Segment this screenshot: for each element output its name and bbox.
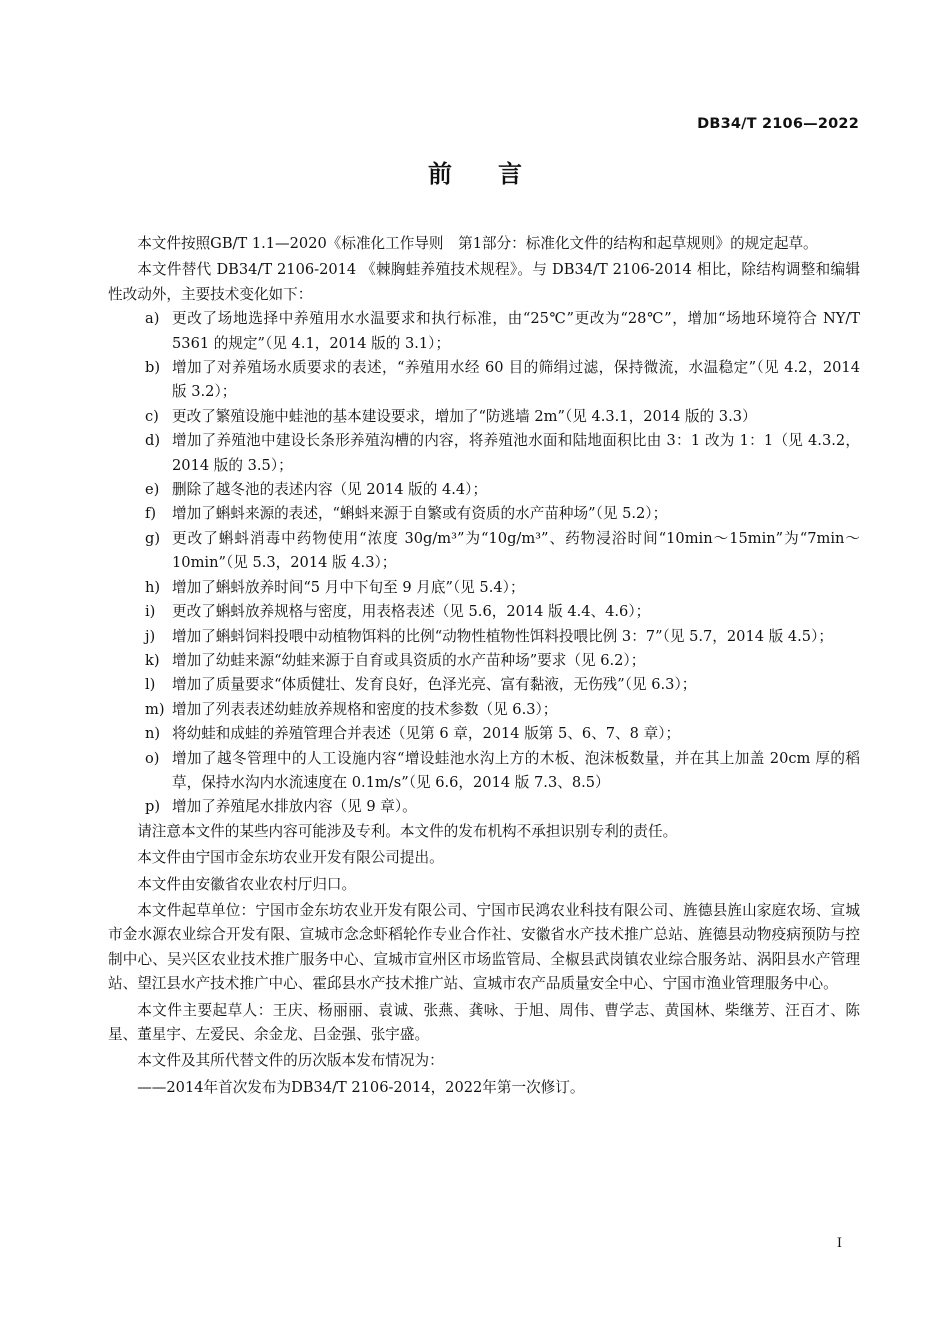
list-item xyxy=(108,307,860,356)
list-item xyxy=(108,795,860,819)
list-item xyxy=(108,649,860,673)
version-history-entry: ——2014年首次发布为DB34/T 2106-2014，2022年第一次修订。 xyxy=(137,1078,585,1096)
proposer-statement: 本文件由宁国市金东坊农业开发有限公司提出。 xyxy=(137,849,444,867)
list-item-text: 更改了蝌蚪放养规格与密度，用表格表述（见 5.6，2014 版 4.4、4.6）； xyxy=(172,603,651,621)
list-item-text: 删除了越冬池的表述内容（见 2014 版的 4.4）； xyxy=(172,481,488,499)
list-item xyxy=(108,527,860,576)
change-list xyxy=(108,307,860,820)
list-marker: i) xyxy=(145,603,156,621)
list-item xyxy=(108,576,860,600)
list-marker: b) xyxy=(145,359,161,377)
page-number: I xyxy=(836,1236,842,1251)
list-marker: j) xyxy=(145,627,156,645)
patent-notice: 请注意本文件的某些内容可能涉及专利。本文件的发布机构不承担识别专利的责任。 xyxy=(137,822,678,840)
list-item-text: 增加了越冬管理中的人工设施内容“增设蛙池水沟上方的木板、泡沫板数量，并在其上加盖 20cm 厚的稻草，保持水沟内水流速度在 0.1m/s”（见 6.6，2014 版 7.3、8.5） xyxy=(172,749,860,791)
list-item-text: 增加了蝌蚪饲料投喂中动植物饵料的比例“动物性植物性饵料投喂比例 3：7”（见 5.7，2014 版 4.5）； xyxy=(172,627,833,645)
list-item-text: 增加了蝌蚪放养时间“5 月中下旬至 9 月底”（见 5.4）； xyxy=(172,578,525,596)
administrator-statement: 本文件由安徽省农业农村厅归口。 xyxy=(137,875,357,893)
list-item-text: 更改了繁殖设施中蛙池的基本建设要求，增加了“防逃墙 2m”（见 4.3.1，2014 版的 3.3） xyxy=(172,407,757,425)
intro-paragraph-2: 本文件替代 DB34/T 2106-2014 《棘胸蛙养殖技术规程》。与 DB34/T 2106-2014 相比，除结构调整和编辑性改动外，主要技术变化如下： xyxy=(108,261,860,303)
list-item xyxy=(108,673,860,697)
version-history-heading: 本文件及其所代替文件的历次版本发布情况为： xyxy=(137,1052,444,1070)
list-item-text: 增加了列表表述幼蛙放养规格和密度的技术参数（见 6.3）； xyxy=(172,700,558,718)
list-item xyxy=(108,429,860,478)
list-item-text: 增加了幼蛙来源“幼蛙来源于自育或具资质的水产苗种场”要求（见 6.2）； xyxy=(172,651,646,669)
list-item xyxy=(108,600,860,624)
list-item xyxy=(108,698,860,722)
list-item-text: 增加了养殖尾水排放内容（见 9 章）。 xyxy=(172,798,417,816)
list-marker: k) xyxy=(145,651,160,669)
list-marker: n) xyxy=(145,725,161,743)
list-marker: c) xyxy=(145,407,159,425)
list-marker: g) xyxy=(145,529,161,547)
list-marker: e) xyxy=(145,481,160,499)
list-marker: o) xyxy=(145,749,160,767)
list-marker: f) xyxy=(145,505,157,523)
drafting-organizations: 本文件起草单位：宁国市金东坊农业开发有限公司、宁国市民鸿农业科技有限公司、旌德县旌山家庭农场、宣城市金水源农业综合开发有限、宣城市念念虾稻轮作专业合作社、安徽省水产技术推广总站、旌德县动物疫病预防与控制中心、吴兴区农业技术推广服务中心、宣城市宣州区市场监管局、全椒县武岗镇农业综合服务站、涡阳县水产管理站、望江县水产技术推广中心、霍邱县水产技术推广站、宣城市农产品质量安全中心、宁国市渔业管理服务中心。 xyxy=(108,901,860,993)
list-item xyxy=(108,722,860,746)
intro-paragraph-1: 本文件按照GB/T 1.1—2020《标准化工作导则 第1部分：标准化文件的结构和起草规则》的规定起草。 xyxy=(137,235,818,252)
list-item xyxy=(108,356,860,405)
list-marker: h) xyxy=(145,578,161,596)
list-marker: l) xyxy=(145,676,156,694)
list-item xyxy=(108,478,860,502)
list-item-text: 更改了场地选择中养殖用水水温要求和执行标准，由“25℃”更改为“28℃”，增加“场地环境符合 NY/T 5361 的规定”（见 4.1，2014 版的 3.1）； xyxy=(172,310,860,352)
list-item-text: 增加了蝌蚪来源的表述，“蝌蚪来源于自繁或有资质的水产苗种场”（见 5.2）； xyxy=(172,505,668,523)
list-item-text: 增加了养殖池中建设长条形养殖沟槽的内容，将养殖池水面和陆地面积比由 3：1 改为 1：1（见 4.3.2，2014 版的 3.5）； xyxy=(172,432,860,474)
list-item xyxy=(108,747,860,796)
list-marker: m) xyxy=(145,700,165,718)
list-marker: a) xyxy=(145,310,160,328)
page-title: 前言 xyxy=(428,160,568,188)
list-item-text: 增加了对养殖场水质要求的表述，“养殖用水经 60 目的筛绢过滤，保持微流，水温稳定”（见 4.2，2014 版 3.2）； xyxy=(172,359,860,401)
list-item xyxy=(108,405,860,429)
list-marker: p) xyxy=(145,798,161,816)
list-item xyxy=(108,625,860,649)
list-item-text: 将幼蛙和成蛙的养殖管理合并表述（见第 6 章，2014 版第 5、6、7、8 章）； xyxy=(172,725,681,743)
document-code: DB34/T 2106—2022 xyxy=(697,116,859,132)
list-item-text: 增加了质量要求“体质健壮、发育良好，色泽光亮、富有黏液，无伤残”（见 6.3）； xyxy=(172,676,697,694)
list-marker: d) xyxy=(145,432,161,450)
principal-drafters: 本文件主要起草人：王庆、杨丽丽、袁诚、张燕、龚咏、于旭、周伟、曹学志、黄国林、柴继芳、汪百才、陈星、董星宇、左爱民、余金龙、吕金强、张宇盛。 xyxy=(108,1001,860,1043)
document-body xyxy=(108,232,860,1100)
list-item-text: 更改了蝌蚪消毒中药物使用“浓度 30g/m³”为“10g/m³”、药物浸浴时间“10min～15min”为“7min～10min”（见 5.3，2014 版 4.3）； xyxy=(172,529,860,572)
list-item xyxy=(108,502,860,526)
